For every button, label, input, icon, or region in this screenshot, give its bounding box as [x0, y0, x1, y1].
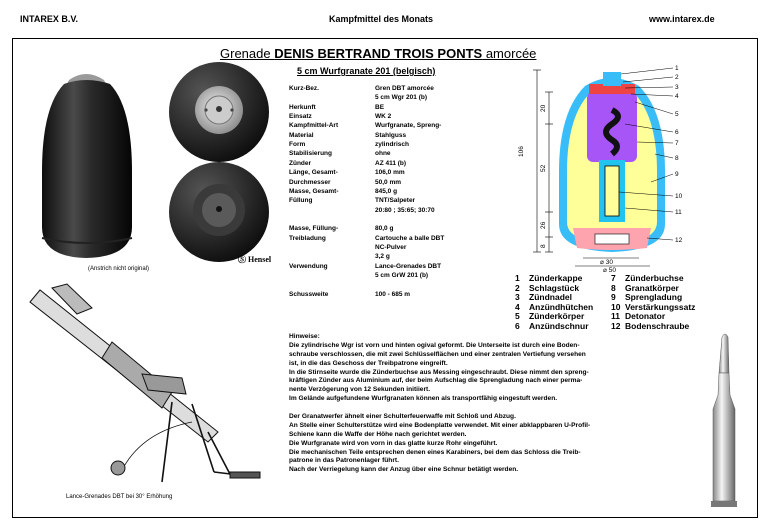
spec-value: 5 cm Wgr 201 (b) [375, 94, 428, 102]
grenade-photos [24, 62, 294, 272]
dim-d50: ⌀ 50 [603, 267, 616, 272]
spec-label: Durchmesser [289, 178, 331, 186]
notes-line: ist, in die das Geschoss der Treibpatrone eingreift. [289, 359, 448, 367]
spec-row [289, 207, 489, 216]
photo-caption: (Anstrich nicht original) [88, 266, 150, 272]
dim-26: 26 [540, 221, 547, 229]
title-main: DENIS BERTRAND TROIS PONTS [274, 46, 483, 61]
legend-item [611, 283, 679, 293]
legend-number: 12 [611, 321, 621, 331]
grenade-bottom-photo [169, 162, 269, 262]
spec-label: Stabilisierung [289, 150, 332, 158]
legend-item [611, 273, 684, 283]
spec-value: AZ 411 (b) [375, 159, 407, 167]
spec-row [289, 225, 489, 234]
callout-number: 11 [675, 209, 682, 216]
spec-row [289, 113, 489, 122]
legend-item [515, 311, 584, 321]
spec-label: Kurz-Bez. [289, 85, 319, 92]
propellant-cartridge-drawing [705, 333, 745, 513]
legend-item [515, 283, 579, 293]
legend-text: Anzündhütchen [529, 301, 594, 312]
legend-item [515, 302, 593, 312]
spec-row [289, 263, 489, 272]
legend-number: 9 [611, 292, 616, 303]
legend-item [515, 321, 589, 331]
spec-row [289, 281, 489, 290]
trigger-cord-handle [111, 461, 125, 475]
company-name: INTAREX B.V. [20, 14, 79, 24]
callout-number: 5 [675, 111, 679, 118]
spec-value: Gren DBT amorcée [375, 85, 434, 92]
callout-number: 1 [675, 65, 679, 72]
legend-number: 2 [515, 282, 520, 293]
notes-line: schraube verschlossen, die mit zwei Schlüsselflächen und einer zentralen Vertiefung versehen [289, 350, 586, 358]
legend-number: 7 [611, 273, 616, 283]
legend-text: Schlagstück [529, 282, 580, 293]
spec-label: Kampfmittel-Art [289, 122, 339, 130]
spec-row [289, 188, 489, 197]
spec-row [289, 253, 489, 262]
spec-row [289, 122, 489, 131]
spec-row [289, 94, 489, 103]
dim-106: 106 [518, 146, 525, 157]
legend-text: Bodenschraube [625, 321, 690, 331]
spec-row [289, 291, 489, 300]
notes-line: nente Verzögerung von 12 Sekunden initiiert. [289, 386, 431, 394]
legend-item [515, 273, 582, 283]
legend-text: Sprengladung [625, 292, 683, 303]
grenade-top-photo [169, 62, 269, 162]
spec-row [289, 104, 489, 113]
launcher-caption: Lance-Grenades DBT bei 30° Erhöhung [66, 494, 173, 500]
legend-item [611, 311, 665, 321]
callout-number: 6 [675, 129, 679, 136]
dim-20: 20 [540, 104, 547, 112]
spec-value: 50,0 mm [375, 178, 402, 186]
callout-number: 3 [675, 84, 679, 91]
spec-row [289, 85, 489, 94]
legend-number: 3 [515, 292, 520, 303]
spec-row [289, 141, 489, 150]
dim-8: 8 [540, 244, 547, 248]
spec-value: 100 - 685 m [375, 290, 411, 298]
notes-line: Hinweise: [289, 333, 320, 340]
spec-label: Material [289, 131, 314, 139]
spec-label: Schussweite [289, 290, 329, 298]
spec-label: Masse, Gesamt- [289, 187, 339, 195]
legend-number: 5 [515, 311, 520, 322]
legend-item [611, 321, 689, 331]
notes-line: Der Granatwerfer ähnelt einer Schulterfeuerwaffe mit Schloß und Abzug. [289, 413, 516, 421]
spec-value: 80,0 g [375, 225, 394, 233]
hensel-logo: Ⓢ Hensel [238, 255, 272, 264]
legend-text: Detonator [625, 311, 666, 322]
spec-value: zylindrisch [375, 141, 409, 149]
spec-value: WK 2 [375, 113, 392, 121]
spec-row [289, 272, 489, 281]
notes-text [289, 333, 699, 475]
callout-number: 10 [675, 193, 683, 200]
spec-value: TNT/Salpeter [375, 197, 416, 205]
spec-label: Form [289, 141, 306, 149]
spec-row [289, 132, 489, 141]
notes-line: patrone in das Patronenlager führt. [289, 457, 399, 465]
spec-label: Füllung [289, 197, 313, 205]
legend-text: Granatkörper [625, 282, 679, 293]
notes-line: Schiene kann die Waffe der Höhe nach gerichtet werden. [289, 430, 467, 438]
spec-label: Länge, Gesamt- [289, 169, 338, 177]
legend-item [611, 302, 695, 312]
base-plate [230, 472, 260, 478]
dim-d30: ⌀ 30 [600, 259, 613, 266]
spec-value: 3,2 g [375, 253, 390, 261]
spec-row [289, 235, 489, 244]
launcher-drawing [22, 282, 284, 492]
notes-line: Die Wurfgranate wird von vorn in das glatte kurze Rohr eingeführt. [289, 439, 498, 447]
legend-number: 4 [515, 301, 520, 312]
page-subtitle: 5 cm Wurfgranate 201 (belgisch) [297, 66, 436, 76]
dim-52: 52 [540, 164, 547, 172]
legend-text: Zündnadel [529, 292, 572, 303]
title-suffix: amorcée [482, 46, 537, 61]
legend-text: Anzündschnur [529, 321, 589, 331]
spec-row [289, 169, 489, 178]
callout-number: 8 [675, 155, 679, 162]
spec-value: NC-Pulver [375, 243, 407, 251]
launcher-barrel [30, 284, 218, 442]
spec-row [289, 197, 489, 206]
notes-line: An Stelle einer Schulterstütze wird eine Bodenplatte verwendet. Mit einer abklappbaren U-Profil- [289, 421, 591, 429]
header-center-title: Kampfmittel des Monats [329, 14, 434, 24]
callout-number: 2 [675, 74, 679, 81]
spec-label: Treibladung [289, 234, 326, 242]
spec-value: Cartouche a balle DBT [375, 234, 445, 242]
spec-label: Einsatz [289, 113, 312, 121]
notes-line [289, 404, 699, 413]
striker [603, 72, 621, 86]
grenade-side-photo [42, 74, 132, 258]
title-prefix: Grenade [220, 46, 275, 61]
spec-value: ohne [375, 150, 391, 158]
callout-number: 7 [675, 140, 679, 147]
notes-line: Die mechanischen Teile entsprechen denen eines Karabiners, bei dem das Schloss die Treib- [289, 448, 581, 456]
spec-value: 106,0 mm [375, 169, 405, 177]
legend-item [515, 292, 572, 302]
spec-row [289, 216, 489, 225]
callout-number: 12 [675, 237, 683, 244]
spec-value: BE [375, 103, 385, 111]
spec-label: Herkunft [289, 103, 316, 111]
legend-number: 10 [611, 301, 621, 312]
spec-value: 845,0 g [375, 187, 398, 195]
notes-line: Die zylindrische Wgr ist vorn und hinten ogival geformt. Die Unterseite ist durch eine Boden- [289, 341, 580, 349]
legend-text: Zünderkappe [529, 273, 583, 283]
notes-line: Im Gelände aufgefundene Wurfgranaten können als transportfähig eingestuft werden. [289, 395, 558, 403]
legend-item [611, 292, 682, 302]
spec-row [289, 244, 489, 253]
spec-row [289, 179, 489, 188]
spec-value: 5 cm GrW 201 (b) [375, 272, 429, 279]
legend-number: 11 [611, 311, 620, 322]
page-title [220, 46, 536, 61]
spec-value: Wurfgranate, Spreng- [375, 122, 442, 130]
spec-row [289, 150, 489, 159]
spec-row [289, 160, 489, 169]
spec-label: Zünder [289, 159, 312, 167]
spec-value: Stahlguss [375, 131, 407, 139]
cross-section-diagram [515, 62, 695, 272]
spec-label: Verwendung [289, 262, 328, 270]
legend-text: Zünderkörper [529, 311, 585, 322]
legend-number: 6 [515, 321, 520, 331]
legend-text: Verstärkungssatz [625, 301, 696, 312]
website-link[interactable]: www.intarex.de [649, 14, 715, 24]
notes-line: Nach der Verriegelung kann der Anzug über eine Schnur betätigt werden. [289, 466, 519, 474]
notes-line: In die Stirnseite wurde die Zünderbuchse aus Messing eingeschraubt. Diese nimmt den spreng- [289, 368, 589, 376]
legend-number: 1 [515, 273, 520, 283]
notes-line: kräftigen Zünder aus Aluminium auf, der beim Aufschlag die Sprengladung nach einer perma- [289, 377, 583, 385]
spec-label: Masse, Füllung- [289, 225, 339, 233]
legend-number: 8 [611, 282, 616, 293]
callout-number: 4 [675, 93, 679, 100]
booster-charge [605, 166, 619, 216]
callout-number: 9 [675, 171, 679, 178]
legend-text: Zünderbuchse [625, 273, 684, 283]
spec-value: Lance-Grenades DBT [375, 262, 442, 270]
spec-value: 20:80 ; 35:65; 30:70 [375, 206, 435, 214]
